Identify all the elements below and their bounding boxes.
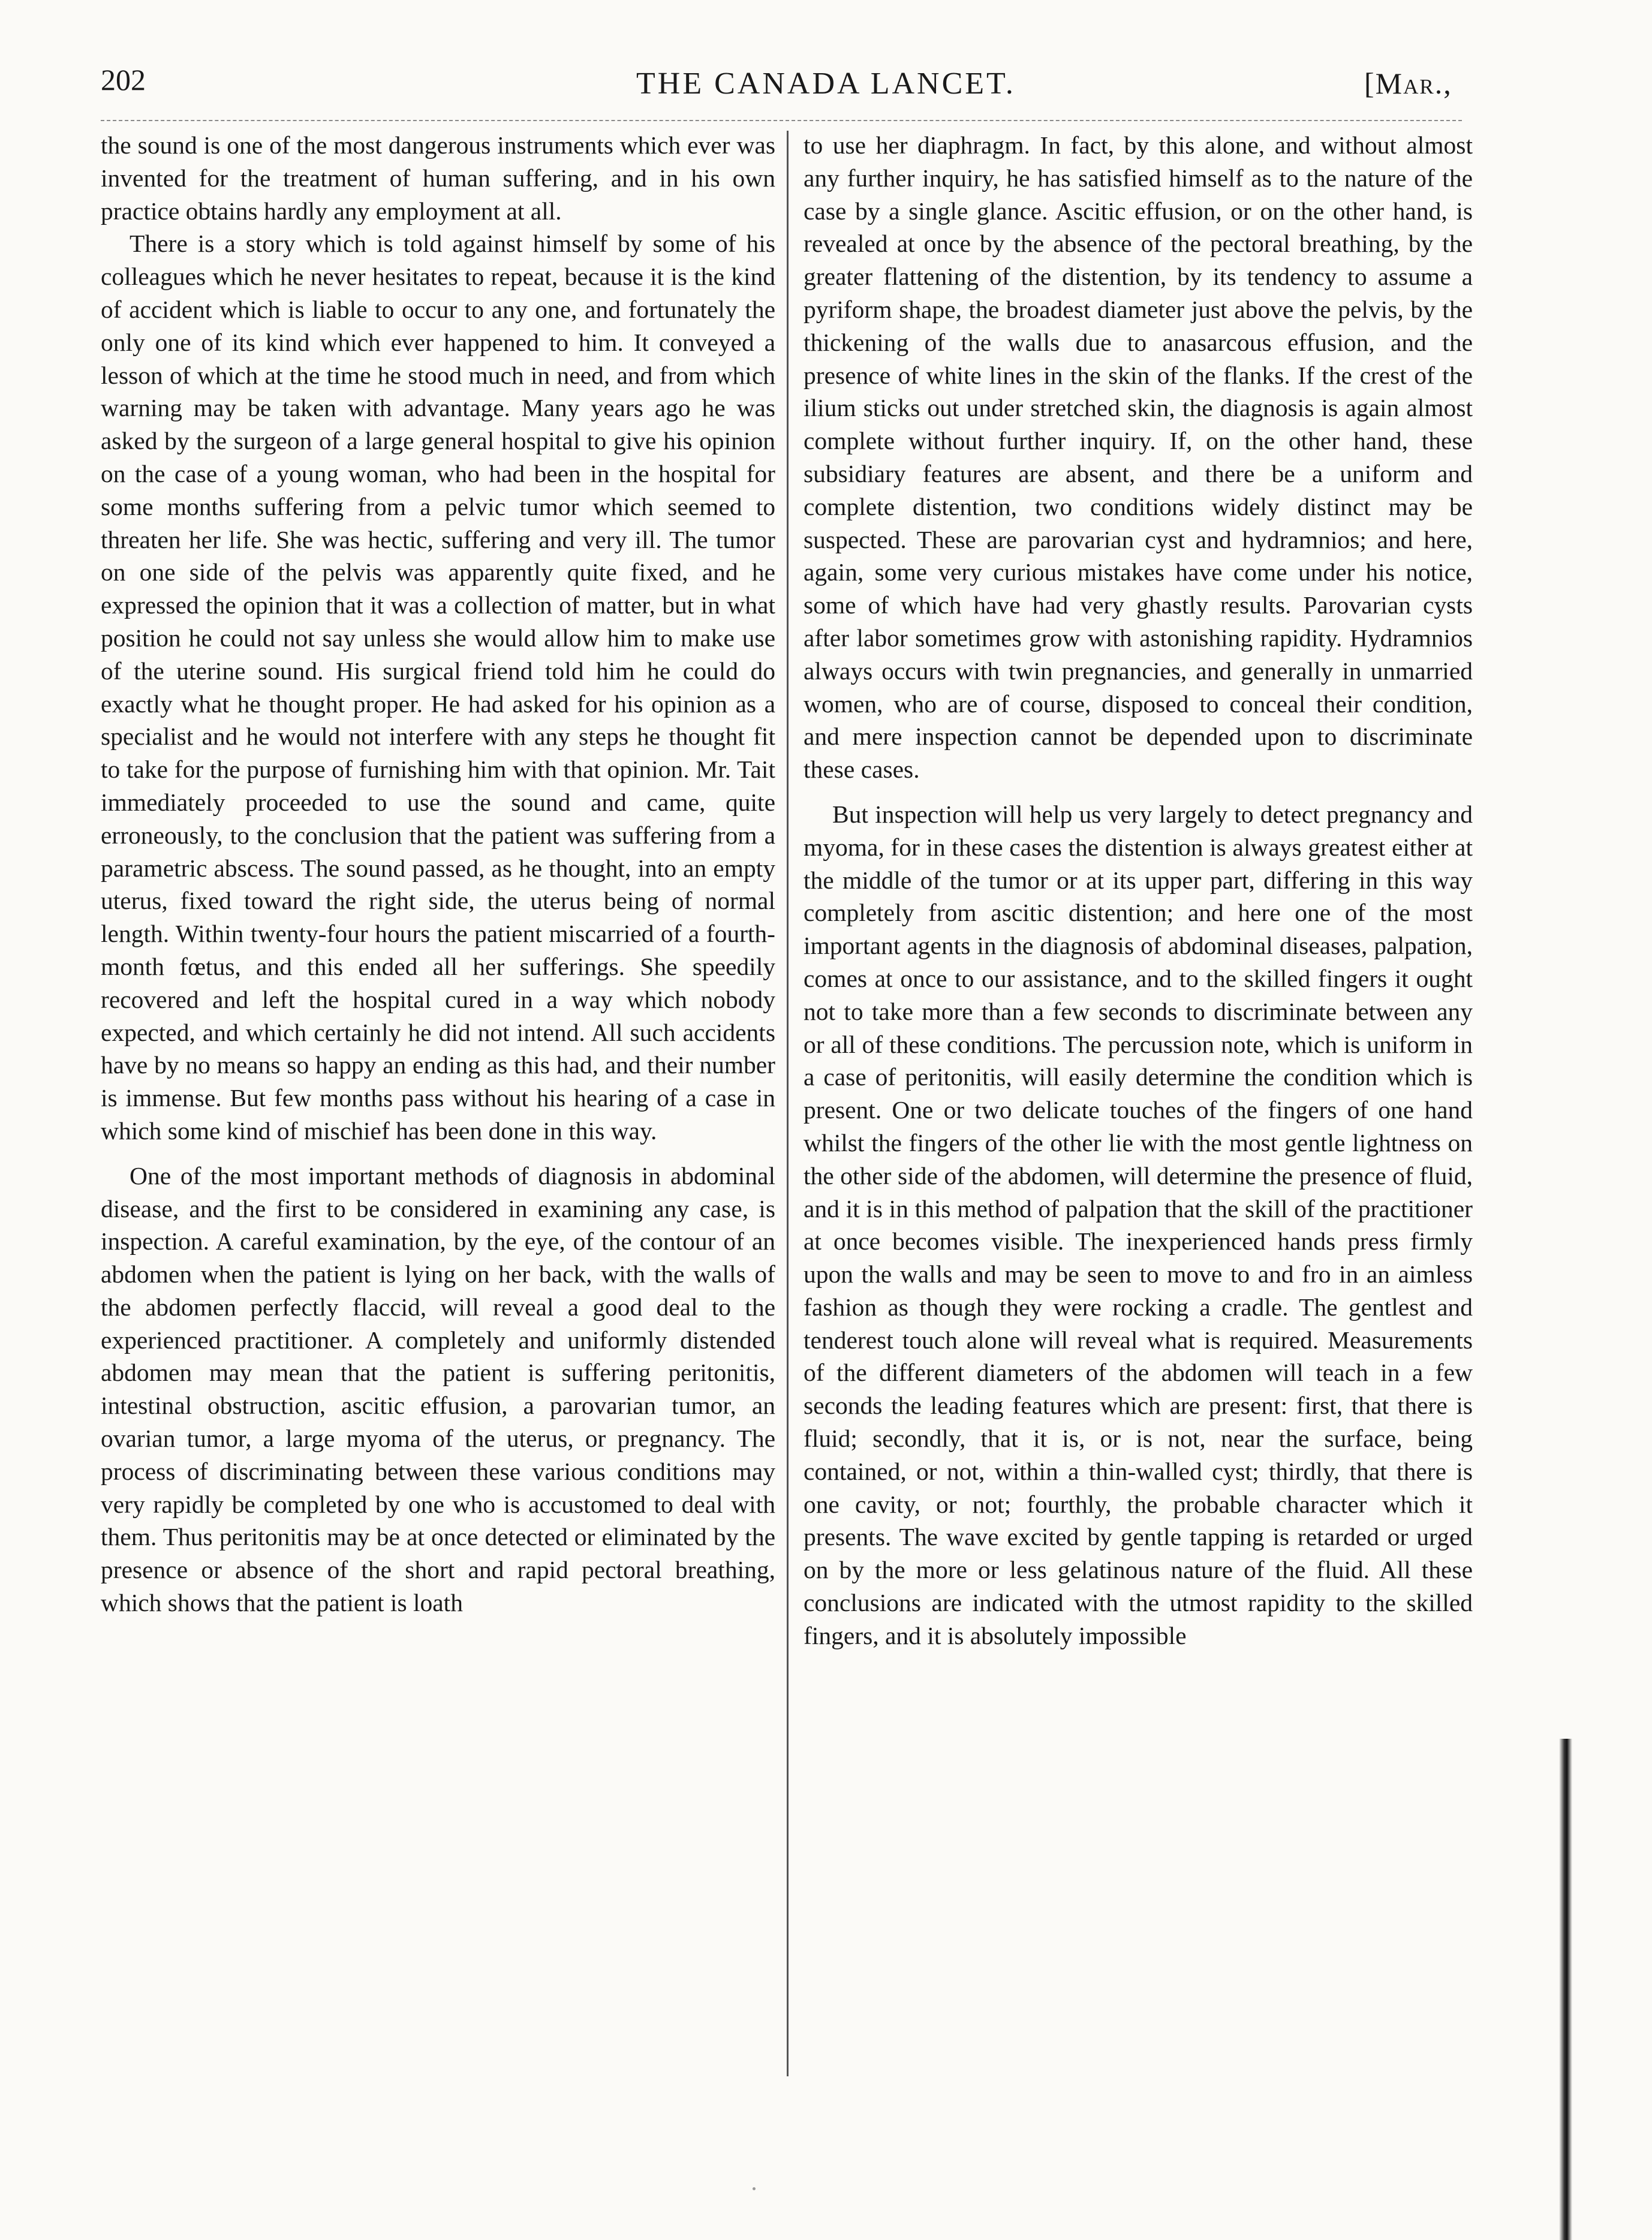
page-number: 202 xyxy=(101,63,146,97)
running-head xyxy=(0,0,1652,120)
journal-title: THE CANADA LANCET. xyxy=(636,67,1016,101)
left-paragraph-1: the sound is one of the most dangerous instruments which ever was invented for the treatment of human suffering, and in his own practice obtains hardly any employment at all. xyxy=(101,131,775,225)
column-divider xyxy=(787,131,789,2076)
scan-speck xyxy=(753,2187,756,2190)
left-paragraph-3: One of the most important methods of diagnosis in abdominal disease, and the first to be considered in examining any case, is inspection. A careful examination, by the eye, of the contour of an abdomen when the patient is lying on her back, with the walls of the abdomen perfectly flaccid, will reveal a good deal to the experienced practitioner. A completely and uniformly distended abdomen may mean that the patient is suffering peritonitis, intestinal obstruction, ascitic effusion, a parovarian tumor, an ovarian tumor, a large myoma of the uterus, or pregnancy. The process of discriminating between these various conditions may very rapidly be completed by one who is accustomed to deal with them. Thus peritonitis may be at once detected or eliminated by the presence or absence of the short and rapid pectoral breathing, which shows that the patient is loath xyxy=(101,1161,775,1617)
scan-binding-edge xyxy=(1559,1739,1572,2240)
right-paragraph-2: But inspection will help us very largely to detect pregnancy and myoma, for in these cases the distention is always greatest either at the middle of the tumor or at its upper part, differing in this way completely from ascitic distention; and here one of the most important agents in the diagnosis of abdominal diseases, palpation, comes at once to our assistance, and to the skilled fingers it ought not to take more than a few seconds to discriminate between any or all of these conditions. The percussion note, which is uniform in a case of peritonitis, will easily determine the condition which is present. One or two delicate touches of the fingers of one hand whilst the fingers of the other lie with the most gentle lightness on the other side of the abdomen, will determine the presence of fluid, and it is in this method of palpation that the skill of the practitioner at once becomes visible. The inexperienced hands press firmly upon the walls and may be seen to move to and fro in an aimless fashion as though they were rocking a cradle. The gentlest and tenderest touch alone will reveal what is required. Measurements of the different diameters of the abdomen will teach in a few seconds the leading features which are present: first, that there is fluid; secondly, that it is, or is not, near the surface, being contained, or not, within a thin-walled cyst; thirdly, that there is one cavity, or not; fourthly, the probable character which it presents. The wave excited by gentle tapping is retarded or urged on by the more or less gelatinous nature of the fluid. All these conclusions are indicated with the utmost rapidity to the skilled fingers, and it is absolutely impossible xyxy=(804,800,1473,1649)
left-paragraph-2: There is a story which is told against himself by some of his colleagues which he never hesitates to repeat, because it is the kind of accident which is liable to occur to any one, and fortunately the only one of its kind which ever happened to him. It conveyed a lesson of which at the time he stood much in need, and from which warning may be taken with advantage. Many years ago he was asked by the surgeon of a large general hospital to give his opinion on the case of a young woman, who had been in the hospital for some months suffering from a pelvic tumor which seemed to threaten her life. She was hectic, suffering and very ill. The tumor on one side of the pelvis was apparently quite fixed, and he expressed the opinion that it was a collection of matter, but in what position he could not say unless she would allow him to make use of the uterine sound. His surgical friend told him he could do exactly what he thought proper. He had asked for his opinion as a specialist and he would not interfere with any steps he thought fit to take for the purpose of furnishing him with that opinion. Mr. Tait immediately proceeded to use the sound and came, quite erroneously, to the conclusion that the patient was suffering from a parametric abscess. The sound passed, as he thought, into an empty uterus, fixed toward the right side, the uterus being of normal length. Within twenty-four hours the patient miscarried of a fourth-month fœtus, and this ended all her sufferings. She speedily recovered and left the hospital cured in a way which nobody expected, and which certainly he did not intend. All such accidents have by no means so happy an ending as this had, and their number is immense. But few months pass without his hearing of a case in which some kind of mischief has been done in this way. xyxy=(101,230,775,1145)
left-column xyxy=(101,129,775,1619)
issue-month: [Mar., xyxy=(1364,67,1452,100)
right-column xyxy=(804,129,1473,1652)
header-rule xyxy=(101,120,1462,121)
right-paragraph-1: to use her diaphragm. In fact, by this alone, and without almost any further inquiry, he has satisfied himself as to the nature of the case by a single glance. Ascitic effusion, or on the other hand, is revealed at once by the absence of the pectoral breathing, by the greater flattening of the distention, by its tendency to assume a pyriform shape, the broadest diameter just above the pelvis, by the thickening of the walls due to anasarcous effusion, and the presence of white lines in the skin of the flanks. If the crest of the ilium sticks out under stretched skin, the diagnosis is again almost complete without further inquiry. If, on the other hand, these subsidiary features are absent, and there be a uniform and complete distention, two conditions widely distinct may be suspected. These are parovarian cyst and hydramnios; and here, again, some very curious mistakes have come under his notice, some of which have had very ghastly results. Parovarian cysts after labor sometimes grow with astonishing rapidity. Hydramnios always occurs with twin pregnancies, and generally in unmarried women, who are of course, disposed to conceal their condition, and mere inspection cannot be depended upon to discriminate these cases. xyxy=(804,131,1473,784)
